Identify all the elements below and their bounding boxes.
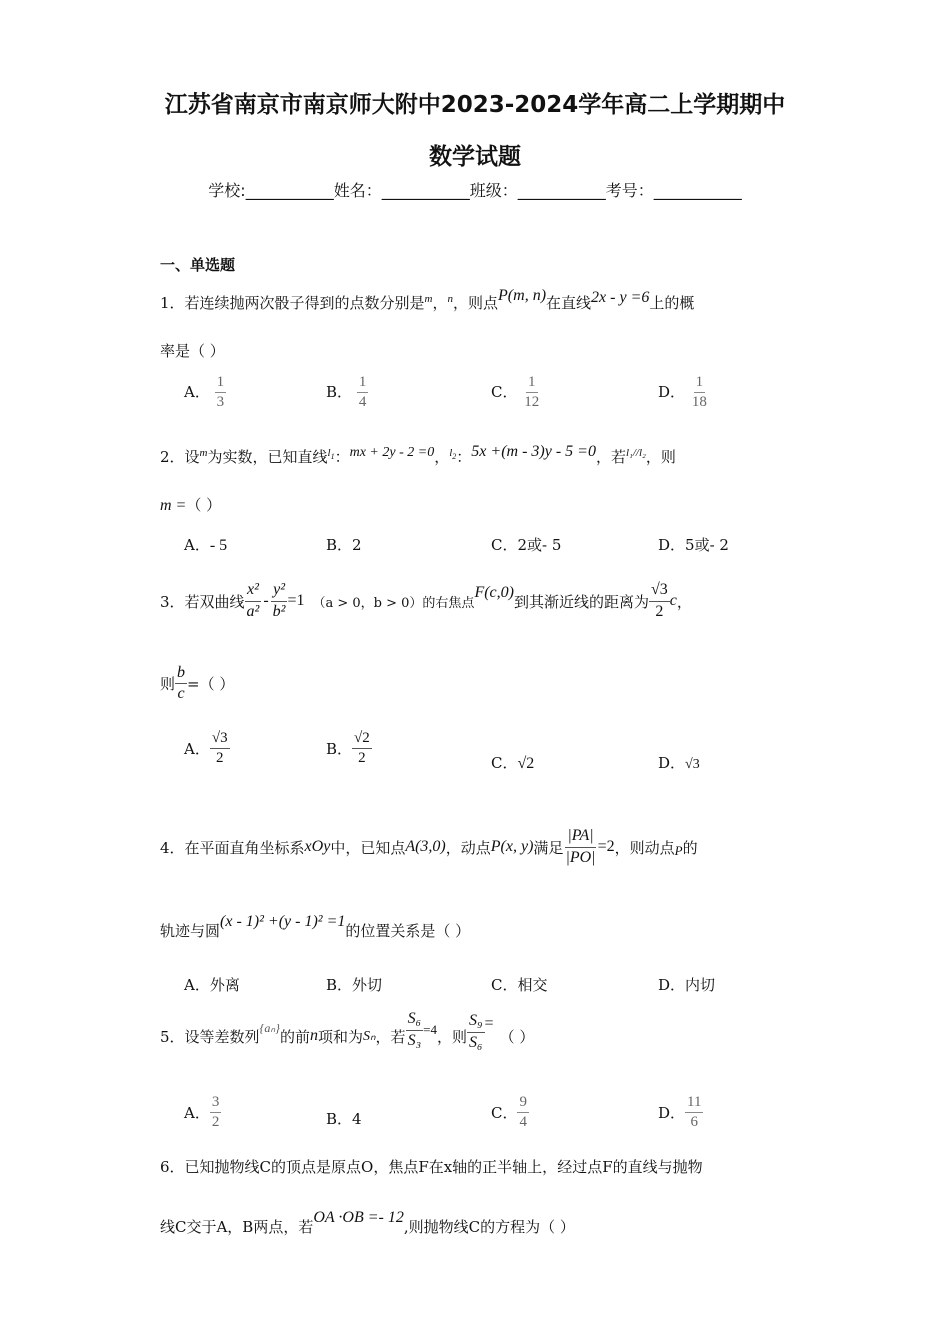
q2-m-eq: m =: [160, 497, 187, 514]
q1-option-b[interactable]: [326, 374, 368, 412]
q5-option-a[interactable]: A． $\frac{3}{2}$: [184, 1094, 220, 1131]
q6-dot-product: OA ·OB =- 12: [313, 1209, 404, 1226]
q3-option-d[interactable]: D．√3: [658, 754, 700, 772]
q5-text3: 项和为: [317, 1027, 363, 1046]
q4-text2: 中，已知点: [330, 838, 406, 857]
q4-circle-eq: (x - 1)² +(y - 1)² =1: [220, 913, 346, 930]
q2-option-b[interactable]: B．2: [326, 536, 362, 554]
question-1-line2: 率是（ ）: [160, 342, 225, 360]
q4-text: 4．在平面直角坐标系: [160, 838, 305, 857]
frac-den: 2: [358, 750, 366, 767]
q4-option-b[interactable]: B．外切: [326, 976, 383, 994]
q4-eq: =2: [597, 838, 615, 855]
q2-option-a[interactable]: A．- 5: [184, 536, 228, 554]
q2-l2: l2: [449, 447, 457, 462]
q1-option-c[interactable]: [491, 374, 541, 412]
frac-den: 2: [215, 750, 224, 767]
q1-text4: 上的概: [649, 294, 695, 312]
q2-colon: ：: [334, 448, 350, 466]
option-value: √3: [685, 757, 700, 772]
q3-focus: F(c,0): [474, 584, 514, 601]
q4-point-a: A(3,0): [405, 838, 446, 855]
q4-text6: 的: [682, 838, 698, 857]
option-value: √2: [517, 755, 535, 772]
q5-sn: Sₙ: [362, 1028, 376, 1044]
q2-paren: （ ）: [186, 496, 222, 514]
q2-l1: l1: [327, 447, 335, 462]
frac-den: 3: [216, 394, 225, 411]
frac-den: c: [177, 685, 185, 703]
frac-num: S₉: [467, 1012, 485, 1032]
q2-text2: 为实数，已知直线: [207, 448, 328, 466]
option-value: 相交: [517, 976, 548, 994]
frac-den: 2: [211, 1114, 220, 1131]
option-label: B．: [326, 382, 353, 401]
q1-option-a[interactable]: [184, 374, 226, 412]
frac-den: a²: [246, 602, 260, 620]
q2-text: 2．设: [160, 448, 200, 466]
q5-eq1: =4: [423, 1022, 437, 1037]
option-value: 2或- 5: [517, 536, 562, 554]
q5-sequence: {aₙ}: [259, 1020, 280, 1035]
q2-text3: ，若: [595, 448, 626, 466]
q5-text2: 的前: [279, 1027, 310, 1046]
q3-option-c[interactable]: C．√2: [491, 754, 535, 772]
question-2-line2: [160, 494, 221, 515]
frac-num: b: [175, 664, 187, 684]
frac-num: x²: [245, 581, 261, 601]
frac-den: 4: [358, 394, 367, 411]
frac-num: 1: [357, 374, 369, 393]
q1-text: 1．若连续抛两次骰子得到的点数分别是: [160, 294, 425, 312]
q4-option-a[interactable]: A．外离: [184, 976, 240, 994]
frac-num: 1: [694, 374, 706, 393]
q5-paren: （ ）: [499, 1027, 535, 1046]
q1-text3: 在直线: [546, 294, 592, 312]
q1-option-d[interactable]: [658, 374, 709, 412]
q6-text: 线C交于A，B两点，若: [160, 1218, 314, 1236]
option-value: - 5: [209, 537, 228, 554]
question-5-line1: [160, 1006, 534, 1066]
q2-eq2: 5x +(m - 3)y - 5 =0: [471, 443, 596, 460]
q1-text2: ，则点: [453, 294, 499, 312]
q2-parallel: l₁//l₂: [625, 447, 646, 459]
q3-option-a[interactable]: A． $\frac{√3}{2}$: [184, 730, 228, 767]
section-title: 一、单选题: [160, 256, 236, 274]
frac-den: |PO|: [565, 848, 596, 866]
frac-num: √3: [649, 581, 670, 601]
frac-den: S₃: [407, 1031, 422, 1049]
q1-m: m: [424, 293, 433, 305]
q5-option-d[interactable]: D． $\frac{11}{6}$: [658, 1094, 702, 1131]
q2-option-c[interactable]: C．2或- 5: [491, 536, 562, 554]
option-value: 外离: [209, 976, 240, 994]
option-value: 内切: [685, 976, 716, 994]
q5-option-c[interactable]: C． $\frac{9}{4}$: [491, 1094, 527, 1131]
q3-eq: =1: [287, 592, 305, 609]
q5-text4: ，若: [375, 1027, 406, 1046]
frac-den: 6: [690, 1114, 698, 1131]
q2-option-d[interactable]: D．5或- 2: [658, 536, 729, 554]
q4-option-d[interactable]: D．内切: [658, 976, 716, 994]
question-6-line2: [160, 1210, 575, 1245]
question-3-line2: [160, 664, 234, 704]
frac-num: 11: [685, 1094, 703, 1113]
q4-text5: ，则动点: [614, 838, 675, 857]
question-1-line1: [160, 282, 694, 321]
frac-den: 12: [524, 394, 540, 411]
option-value: 2: [352, 536, 362, 554]
q2-comma: ，: [434, 448, 450, 466]
student-info-line: 学校:___________姓名：___________班级：___________考号：___________: [208, 181, 742, 200]
q1-sep: ，: [432, 294, 448, 312]
question-3-line1: [160, 566, 692, 636]
page-title-line2: 数学试题: [429, 144, 521, 170]
q4-text3: ，动点: [445, 838, 491, 857]
q3-text2: 到其渐近线的距离为: [513, 592, 649, 611]
option-label: C．: [491, 382, 518, 401]
q4-text4: 满足: [533, 838, 564, 857]
q5-text5: ，则: [436, 1027, 467, 1046]
page-title-line1: 江苏省南京市南京师大附中2023-2024学年高二上学期期中: [164, 92, 786, 118]
option-value: 外切: [352, 976, 383, 994]
frac-num: y²: [271, 581, 287, 601]
q1-n: n: [447, 293, 454, 305]
q5-text: 5．设等差数列: [160, 1027, 260, 1046]
question-6-line1: 6．已知抛物线C的顶点是原点O，焦点F在x轴的正半轴上，经过点F的直线与抛物: [160, 1158, 703, 1176]
frac-num: 1: [526, 374, 538, 393]
q4-text8: 的位置关系是（ ）: [345, 922, 471, 940]
frac-num: √2: [352, 730, 372, 749]
q5-n: n: [309, 1027, 318, 1044]
q3-condition: （a > 0，b > 0）的右焦点: [312, 595, 475, 611]
frac-den: 2: [655, 602, 664, 620]
q3-paren: =（ ）: [187, 675, 235, 694]
q1-line-eq: 2x - y =6: [591, 289, 650, 306]
q4-xoy: xOy: [304, 838, 331, 855]
frac-num: |PA|: [565, 827, 595, 847]
q3-then: 则: [160, 675, 176, 694]
question-4-line1: [160, 812, 698, 882]
q5-eq2: =: [484, 1015, 494, 1032]
frac-den: S₆: [468, 1033, 483, 1051]
frac-den: b²: [272, 602, 286, 620]
q3-text3: ，: [676, 592, 692, 611]
q2-eq1: mx + 2y - 2 =0: [349, 445, 435, 460]
question-2-line1: [160, 436, 676, 476]
frac-den: 18: [691, 394, 707, 411]
q3-text: 3．若双曲线: [160, 592, 245, 611]
frac-num: 9: [517, 1094, 529, 1113]
q2-m: m: [199, 447, 208, 459]
frac-num: 3: [210, 1094, 222, 1113]
q1-point: P(m, n): [498, 287, 547, 304]
q4-point-p: P(x, y): [490, 838, 534, 855]
q3-option-b[interactable]: B． $\frac{√2}{2}$: [326, 730, 370, 767]
frac-den: 4: [519, 1114, 527, 1131]
q3-c: c: [669, 592, 677, 609]
q5-option-b[interactable]: B．4: [326, 1110, 362, 1128]
question-4-line2: [160, 914, 470, 949]
q4-text7: 轨迹与圆: [160, 922, 221, 940]
option-label: D．: [658, 382, 686, 401]
frac-num: S₆: [406, 1010, 424, 1030]
option-value: 4: [352, 1110, 362, 1128]
q6-text2: ,则抛物线C的方程为（ ）: [403, 1218, 575, 1236]
option-label: A．: [184, 382, 210, 401]
frac-num: 1: [215, 374, 227, 393]
q4-p: P: [674, 843, 683, 858]
frac-num: √3: [210, 730, 230, 749]
q2-colon2: ：: [456, 448, 472, 466]
option-value: 5或- 2: [685, 536, 729, 554]
q3-minus: -: [263, 592, 269, 609]
q4-option-c[interactable]: C．相交: [491, 976, 548, 994]
q2-text4: ，则: [645, 448, 676, 466]
